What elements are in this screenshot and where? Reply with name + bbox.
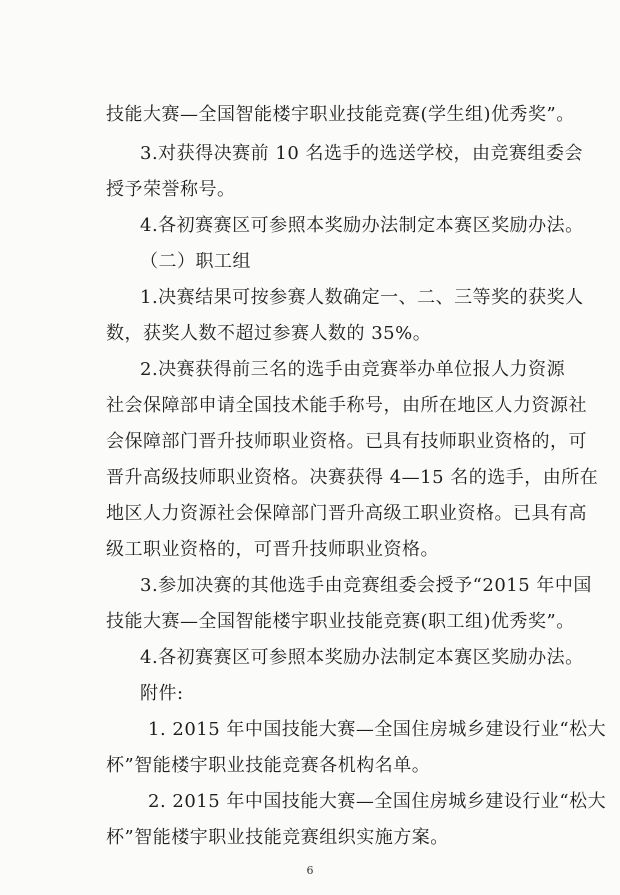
- text-line-item-3: 3.参加决赛的其他选手由竞赛组委会授予“2015 年中国: [140, 575, 592, 596]
- text-line: 数，获奖人数不超过参赛人数的 35%。: [106, 323, 432, 344]
- attachment-heading: 附件:: [140, 683, 184, 704]
- attachment-item-1: 1. 2015 年中国技能大赛—全国住房城乡建设行业“松大: [148, 719, 607, 740]
- text-line-item-2: 2.决赛获得前三名的选手由竞赛举办单位报人力资源: [140, 359, 566, 380]
- page-number: 6: [306, 864, 314, 877]
- text-line: 晋升高级技师职业资格。决赛获得 4—15 名的选手，由所在: [106, 467, 599, 488]
- attachment-item-1-continuation: 杯”智能楼宇职业技能竞赛各机构名单。: [106, 755, 431, 776]
- text-line-item-3: 3.对获得决赛前 10 名选手的选送学校，由竞赛组委会: [140, 143, 584, 164]
- text-line: 地区人力资源社会保障部门晋升高级工职业资格。已具有高: [106, 503, 587, 524]
- text-line-item-4: 4.各初赛赛区可参照本奖励办法制定本赛区奖励办法。: [140, 215, 584, 236]
- text-line-item-4: 4.各初赛赛区可参照本奖励办法制定本赛区奖励办法。: [140, 647, 584, 668]
- text-line-item-1: 1.决赛结果可按参赛人数确定一、二、三等奖的获奖人: [140, 287, 584, 308]
- text-line: 社会保障部申请全国技术能手称号，由所在地区人力资源社: [106, 395, 587, 416]
- section-heading: （二）职工组: [140, 251, 251, 272]
- text-line: 授予荣誉称号。: [106, 179, 236, 200]
- text-line: 级工职业资格的，可晋升技师职业资格。: [106, 539, 439, 560]
- text-line-continuation: 技能大赛—全国智能楼宇职业技能竞赛(学生组)优秀奖”。: [106, 104, 575, 125]
- text-line: 技能大赛—全国智能楼宇职业技能竞赛(职工组)优秀奖”。: [106, 611, 575, 632]
- attachment-item-2-continuation: 杯”智能楼宇职业技能竞赛组织实施方案。: [106, 827, 449, 848]
- attachment-item-2: 2. 2015 年中国技能大赛—全国住房城乡建设行业“松大: [148, 791, 607, 812]
- text-line: 会保障部门晋升技师职业资格。已具有技师职业资格的，可: [106, 431, 587, 452]
